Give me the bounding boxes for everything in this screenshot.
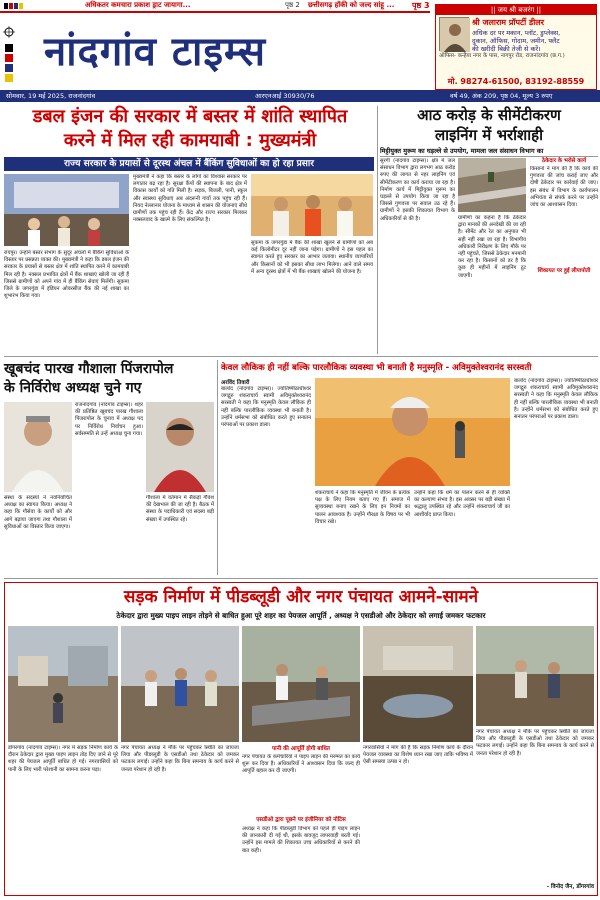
story-2-headline-2[interactable]: लाइनिंग में भर्राशाही (435, 126, 543, 144)
story-2-subhead: मिट्टीयुक्त मुरूम का घड़ल्ले से उपयोग, मामला जल संसाधन विभाग का (380, 147, 598, 157)
story-1-headline-1[interactable]: डबल इंजन की सरकार में बस्तर में शांति स्थापित (32, 106, 348, 127)
ad-line-2: दुकान, ऑफिस, गोदाम, जमीन, फ्लैट (472, 37, 560, 45)
story-2-body-3: किसानों ने मांग की है कि कार्य की गुणवत्ता की जांच कराई जाए और दोषी ठेकेदार पर कार्रवाई की जाए। इस संबंध में विभाग के कार्यपालन अभियंता से संपर्क करने पर उन्होंने जांच का आश्वासन दिया। (530, 166, 598, 209)
story-5-photo-5 (476, 626, 594, 726)
section-rule-2 (4, 578, 598, 579)
story-4-headline[interactable]: केवल लौकिक ही नहीं बल्कि पारलौकिक व्यवस्था भी बनाती है मनुस्मृति - अविमुक्तेश्वरानंद सरस्वती (221, 363, 532, 373)
ad-line-1: अधिक दर पर मकान, प्लॉट, डुप्लेक्स, (472, 29, 561, 37)
story-2-subhead-2: ठेकेदार के भरोसे कार्य (541, 158, 587, 164)
story-3-body-2: संस्था के सदस्यों ने नवनिर्वाचित अध्यक्ष का स्वागत किया। अध्यक्ष ने कहा कि गौसेवा के कार्यों को और आगे बढ़ाया जाएगा तथा गौशाला में सुविधाओं का विस्तार किया जाएगा। (4, 495, 72, 530)
story-3-photo-1 (4, 402, 72, 492)
story-5-body-5: नगरवासियों ने मांग की है कि सड़क निर्माण कार्य के दौरान पेयजल व्यवस्था का विशेष ध्यान रखा जाए ताकि भविष्य में ऐसी समस्या उत्पन्न न हो। (363, 745, 473, 766)
story-1-body-3: सुकमा के जगरगुंडा में बैंक की शाखा खुलने से ग्रामीणों को अब कई किलोमीटर दूर नहीं जाना पड़ेगा। ग्रामीणों ने इस पहल का स्वागत करते हुए सरकार का आभार जताया। स्थानीय व्यापारियों और किसानों को भी इसका सीधा लाभ मिलेगा। आने वाले समय में अन्य दूरस्थ क्षेत्रों में भी बैंक शाखाएं खोलने की योजना है। (251, 240, 373, 275)
story-2-headline-1[interactable]: आठ करोड़ के सीमेंटीकरण (417, 106, 561, 124)
column-rule (377, 106, 378, 354)
story-1-body-2: मुख्यमंत्री ने कहा कि बस्तर के लोगों का विश्वास सरकार पर लगातार बढ़ रहा है। सुरक्षा कैंपों की स्थापना के बाद क्षेत्र में विकास कार्यों को गति मिली है। सड़क, बिजली, पानी, स्कूल और स्वास्थ्य सुविधाएं अब अंदरूनी गांवों तक पहुंच रही हैं। नियद नेल्लानार योजना के माध्यम से शासन की योजनाएं सीधे ग्रामीणों तक पहुंच रही हैं। केंद्र और राज्य सरकार मिलकर नक्सलवाद के खात्मे के लिए संकल्पित है। (133, 174, 247, 224)
section-rule-1 (4, 356, 598, 357)
rni-number: आरएनआई 30930/76 (255, 92, 315, 100)
story-1-photo-1 (4, 174, 129, 246)
story-5-photo-4 (363, 626, 473, 742)
story-1-subhead: राज्य सरकार के प्रयासों से दूरस्थ अंचल में बैंकिंग सुविधाओं का हो रहा प्रसार (4, 157, 374, 171)
story-5-subhead-2: पानी की आपूर्ति होगी बाधित (272, 746, 330, 752)
story-2-photo-1 (458, 158, 526, 212)
ad-header: || जय श्री बजरंग || (436, 5, 596, 15)
ad-contact: ऑफिस- कन्हैया नगर के पास, नागपुर रोड, राजनांदगांव (छ.ग.) (439, 53, 565, 59)
story-5-body-4: अध्यक्ष ने कहा कि पीडब्लूडी विभाग को पहले ही पाइप लाइन की जानकारी दी गई थी, इसके बावजूद लापरवाही बरती गई। उन्होंने इस मामले की शिकायत उच्च अधिकारियों से करने की बात कही। (242, 826, 360, 854)
story-5-photo-3 (242, 626, 360, 742)
dateline-bar (0, 90, 600, 102)
story-1-photo-2 (251, 174, 373, 236)
masthead (0, 14, 430, 84)
ad-business-name: श्री जलाराम प्रॉपर्टी डीलर (472, 18, 544, 27)
story-4-body-3: उन्होंने कहा कि धर्म का पालन करने से ही व्यक्ति का कल्याण संभव है। इस अवसर पर बड़ी संख्या में श्रद्धालु उपस्थित रहे और उन्होंने शंकराचार्य जी का आशीर्वाद प्राप्त किया। (414, 490, 510, 518)
story-5-photo-1 (8, 626, 118, 742)
story-3-photo-2 (146, 402, 214, 492)
story-4-body-4: बालोद (नांदगांव टाइम्स)। ज्योतिष्पीठाधीश्वर जगद्गुरु शंकराचार्य स्वामी अविमुक्तेश्वरानंद सरस्वती ने कहा कि मनुस्मृति केवल लौकिक ही नहीं बल्कि पारलौकिक व्यवस्था भी बनाती है। उन्होंने धर्मसभा को संबोधित करते हुए सनातन परंपराओं पर प्रकाश डाला। (514, 378, 598, 421)
story-2-subhead-3: शिकायत पर हुई लीपापोती (537, 268, 591, 274)
column-rule-2 (217, 360, 218, 575)
story-2-body-1: सुरगी (नांदगांव टाइम्स)। क्षेत्र में जल संसाधन विभाग द्वारा लगभग आठ करोड़ रुपए की लागत से नहर लाइनिंग एवं सीमेंटीकरण का कार्य कराया जा रहा है। निर्माण कार्य में मिट्टीयुक्त मुरूम का घड़ल्ले से उपयोग किया जा रहा है जिससे गुणवत्ता पर सवाल उठ रहे हैं। ग्रामीणों ने इसकी शिकायत विभाग के अधिकारियों से की है। (380, 158, 455, 222)
teaser-2-page: पृष्ठ 3 (412, 1, 430, 10)
story-5-subhead: ठेकेदार द्वारा मुख्य पाइप लाइन तोड़ने से बाधित हुआ पूरे शहर का पेयजल आपूर्ति , अध्यक्ष ने एसडीओ और ठेकेदार को लगाई जमकर फटकार (116, 611, 486, 620)
story-5-photo-2 (121, 626, 239, 742)
story-5-body-2: नगर पंचायत अध्यक्ष ने मौके पर पहुंचकर स्थिति का जायजा लिया और पीडब्लूडी के एसडीओ तथा ठेकेदार को जमकर फटकार लगाई। उन्होंने कहा कि बिना समन्वय के कार्य करने से जनता परेशान हो रही है। (121, 745, 239, 773)
story-4-body-1: बालोद (नांदगांव टाइम्स)। ज्योतिष्पीठाधीश्वर जगद्गुरु शंकराचार्य स्वामी अविमुक्तेश्वरानंद सरस्वती ने कहा कि मनुस्मृति केवल लौकिक ही नहीं बल्कि पारलौकिक व्यवस्था भी बनाती है। उन्होंने धर्मसभा को संबोधित करते हुए सनातन परंपराओं पर प्रकाश डाला। (221, 386, 311, 429)
ad-photo (439, 17, 469, 51)
ad-phone[interactable]: मो. 98274-61500, 83192-88559 (447, 77, 585, 86)
story-3-headline-2[interactable]: के निर्विरोध अध्यक्ष चुने गए (4, 380, 142, 396)
story-5-body-6: नगर पंचायत अध्यक्ष ने मौके पर पहुंचकर स्थिति का जायजा लिया और पीडब्लूडी के एसडीओ तथा ठेकेदार को जमकर फटकार लगाई। उन्होंने कहा कि बिना समन्वय के कार्य करने से जनता परेशान हो रही है। (476, 729, 594, 757)
story-3-headline-1[interactable]: खूबचंद पारख गौशाला पिंजरापोल (4, 361, 174, 377)
top-rule (0, 11, 430, 13)
masthead-title: नांदगांव टाइम्स (44, 28, 267, 75)
teaser-1-page: पृष्ठ 2 (285, 1, 300, 9)
registration-marks-icon (4, 2, 24, 10)
edition-info: वर्ष 49, अंक 209, पृष्ठ 04, मूल्य 3 रुपए (450, 92, 553, 100)
issue-date: सोमवार, 19 मई 2025, राजनांदगांव (6, 92, 96, 100)
story-5-body-3: नगर पंचायत के कर्मचारियों ने पाइप लाइन की मरम्मत का कार्य शुरू कर दिया है। अधिकारियों ने आश्वासन दिया कि जल्द ही आपूर्ति बहाल कर दी जाएगी। (242, 754, 360, 775)
story-4-photo (315, 378, 510, 486)
property-dealer-ad[interactable] (435, 4, 597, 90)
story-1-body-1: रायपुर। उन्होंने बस्तर संभाग के सुदूर अंचलों में बैंकिंग सुविधाओं के विस्तार पर प्रसन्नता व्यक्त की। मुख्यमंत्री ने कहा कि डबल इंजन की सरकार के प्रयासों से बस्तर क्षेत्र में शांति स्थापित करने में कामयाबी मिल रही है। नक्सल प्रभावित क्षेत्रों में बैंक शाखाएं खोली जा रही हैं जिससे ग्रामीणों को अपने गांव में ही बैंकिंग सेवाएं मिलेंगी। सुकमा जिले के जगरगुंडा में इंडियन ओवरसीज बैंक की नई शाखा का शुभारंभ किया गया। (4, 250, 129, 300)
story-5-subhead-3: एसडीओ द्वारा पूछने पर इंजीनियर को नोटिस (256, 817, 346, 823)
story-5-body-1: डोंगरगांव (नांदगांव टाइम्स)। नगर में सड़क निर्माण कार्य के दौरान ठेकेदार द्वारा मुख्य पाइप लाइन तोड़ दिए जाने से पूरे शहर की पेयजल आपूर्ति बाधित हो गई। नगरवासियों को पानी के लिए भारी परेशानी का सामना करना पड़ा। (8, 745, 118, 773)
story-2-body-2: ग्रामीणों का कहना है कि ठेकेदार द्वारा मानकों की अनदेखी की जा रही है। सीमेंट और रेत का अनुपात भी सही नहीं रखा जा रहा है। विभागीय अधिकारी निरीक्षण के लिए मौके पर नहीं पहुंचते, जिससे ठेकेदार मनमानी कर रहा है। किसानों को डर है कि कुछ ही महीनों में लाइनिंग टूट जाएगी। (458, 215, 526, 279)
story-3-body-3: गौशाला में वर्तमान में सैकड़ों गौवंश की देखभाल की जा रही है। बैठक में संस्था के पदाधिकारी एवं सदस्य बड़ी संख्या में उपस्थित रहे। (146, 495, 214, 523)
teaser-1[interactable]: अधिकतर कमचारा प्रकाश ड्राट जायागा... (85, 1, 191, 9)
color-bar-icon (2, 26, 16, 86)
story-1-headline-2[interactable]: करने में मिल रही कामयाबी : मुख्यमंत्री (63, 130, 317, 151)
story-4-byline: अरविंद तिवारी (221, 380, 250, 386)
story-4-body-2: शंकराचार्य ने कहा कि मनुस्मृति में जीवन के प्रत्येक पक्ष के लिए नियम बताए गए हैं। समाज में सुव्यवस्था बनाए रखने के लिए इन नियमों का पालन आवश्यक है। उन्होंने गौरक्षा के विषय पर भी विचार रखे। (315, 490, 410, 525)
teaser-2[interactable]: छत्तीसगढ़ हॉकी को जल्द सांहू ... (308, 1, 395, 9)
story-5-credit: - विनोद जैन, डोंगरगांव (546, 884, 594, 890)
story-5-headline[interactable]: सड़क निर्माण में पीडब्लूडी और नगर पंचायत आमने-सामने (123, 587, 479, 607)
story-3-body-1: राजनांदगांव (नांदगांव टाइम्स)। शहर की प्रतिष्ठित खूबचंद पारख गौशाला पिंजरापोल के चुनाव में अध्यक्ष पद पर निर्विरोध निर्वाचन हुआ। सर्वसम्मति से उन्हें अध्यक्ष चुना गया। (75, 402, 143, 437)
ad-line-3: की खरीदी बिक्री तेजी से करें। (472, 45, 541, 53)
person-icon (440, 18, 470, 52)
